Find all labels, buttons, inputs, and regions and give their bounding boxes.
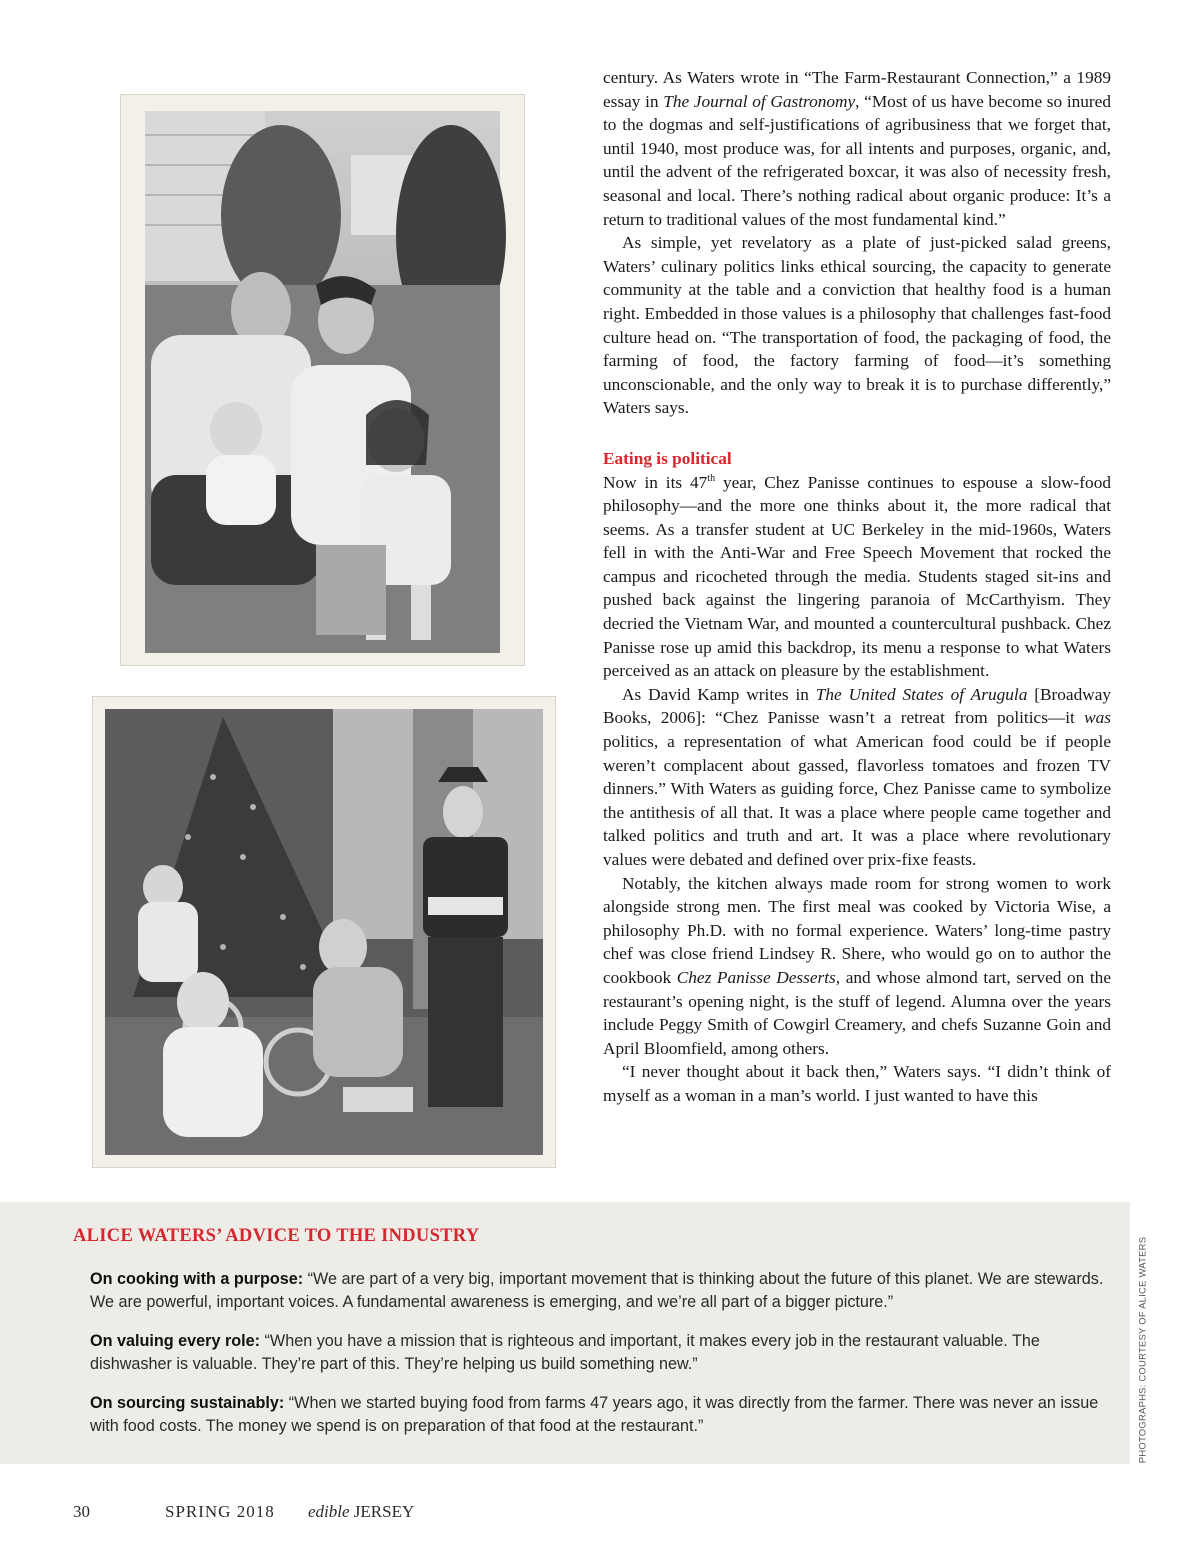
- text-run: century. As Waters wrote in “The Farm-Restaurant Connection,” a 1989 essay in: [603, 68, 1111, 111]
- text-run: , and whose almond tart, served on the restaurant’s opening night, is the stuff of legend. Alumna over the years include Peggy Smith of Cowgirl Creamery, and chefs Suzanne Goin and April Bloomfield, among others.: [603, 967, 1111, 1058]
- text-run: Now in its 47: [603, 472, 708, 492]
- text-run: politics, a representation of what American food could be if people weren’t complacent about gassed, flavorless tomatoes and frozen TV dinners.” With Waters as guiding force, Chez Panisse came to symbolize the antithesis of all that. It was a place where people came together and talked politics and truth and art. It was a place where revolutionary values were debated and defined over prix-fixe feasts.: [603, 732, 1111, 869]
- text-run: As David Kamp writes in: [622, 684, 816, 704]
- text-run: , “Most of us have become so inured to the dogmas and self-justifications of agribusiness that we forget that, until 1940, most produce was, for all intents and purposes, organic, and, until the advent of the refrigerated boxcar, it was also of necessity fresh, seasonal and local. There’s nothing radical about organic produce: It’s a return to traditional values of the most fundamental kind.”: [603, 91, 1111, 229]
- text-run: Notably, the kitchen always made room for strong women to work alongside strong men. The first meal was cooked by Victoria Wise, a philosophy Ph.D. with no formal experience. Waters’ long-time pastry chef was close friend Lindsey R. Shere, who would go on to author the cookbook: [603, 873, 1111, 987]
- issue-date: SPRING 2018: [165, 1502, 275, 1521]
- book-title: The United States of Arugula: [815, 684, 1028, 704]
- article-paragraph: [603, 872, 1111, 1061]
- advice-item: [90, 1392, 1110, 1438]
- article-column: [603, 66, 1111, 1108]
- article-paragraph: “I never thought about it back then,” Waters says. “I didn’t think of myself as a woman in a man’s world. I just wanted to have this: [603, 1062, 1111, 1105]
- section-heading: Eating is political: [603, 448, 732, 468]
- advice-lead: On sourcing sustainably:: [90, 1394, 285, 1412]
- magazine-name: [308, 1502, 414, 1522]
- text-run: year, Chez Panisse continues to espouse a slow-food philosophy—and the more one thinks about it, the more radical that seems. As a transfer student at UC Berkeley in the mid-1960s, Waters fell in with the Anti-War and Free Speech Movement that rocked the campus and ricocheted through the media. Students staged sit-ins and pushed back against the lingering paranoia of McCarthyism. They decried the Vietnam War, and mounted a countercultural pushback. Chez Panisse rose up amid this backdrop, its menu a response to what Waters perceived as an attack on pleasure by the establishment.: [603, 472, 1111, 681]
- magazine-name-rest: JERSEY: [349, 1502, 415, 1521]
- advice-text: “When we started buying food from farms 47 years ago, it was directly from the farmer. There was never an issue with food costs. The money we spend is on preparation of that food at the restaurant.”: [90, 1394, 1099, 1435]
- family-photo: [121, 95, 524, 665]
- emphasis: was: [1084, 708, 1111, 728]
- text-run: [Broadway Books, 2006]: “Chez Panisse wasn’t a retreat from politics—it: [603, 684, 1112, 728]
- article-paragraph: As simple, yet revelatory as a plate of just-picked salad greens, Waters’ culinary politics links ethical sourcing, the capacity to generate community at the table and a conviction that healthy food is a human right. Embedded in those values is a philosophy that challenges fast-food culture head on. “The transportation of food, the packaging of food, the farming of food, the factory farming of food—it’s something unconscionable, and the only way to break it is to purchase differently,” Waters says.: [603, 233, 1111, 418]
- ordinal-suffix: th: [707, 472, 716, 484]
- advice-text: “We are part of a very big, important movement that is thinking about the future of this planet. We are stewards. We are powerful, important voices. A fundamental awareness is emerging, and we’re all part of a bigger picture.”: [90, 1270, 1104, 1311]
- advice-lead: On cooking with a purpose:: [90, 1270, 304, 1288]
- book-title: Chez Panisse Desserts: [676, 967, 836, 987]
- article-paragraph: [603, 471, 1111, 683]
- magazine-name-italic: edible: [308, 1502, 350, 1521]
- article-paragraph: [603, 683, 1111, 872]
- advice-item: [90, 1268, 1110, 1314]
- advice-lead: On valuing every role:: [90, 1332, 261, 1350]
- christmas-photo: [93, 697, 555, 1167]
- page-number: 30: [73, 1502, 90, 1521]
- article-paragraph: [603, 66, 1111, 231]
- journal-title: The Journal of Gastronomy: [663, 91, 856, 111]
- advice-item: [90, 1330, 1110, 1376]
- advice-box-title: ALICE WATERS’ ADVICE TO THE INDUSTRY: [73, 1226, 480, 1246]
- photo-credit-text: PHOTOGRAPHS: COURTESY OF ALICE WATERS: [1137, 1236, 1149, 1464]
- advice-text: “When you have a mission that is righteous and important, it makes every job in the restaurant valuable. The dishwasher is valuable. They’re part of this. They’re helping us build something new.”: [90, 1332, 1040, 1373]
